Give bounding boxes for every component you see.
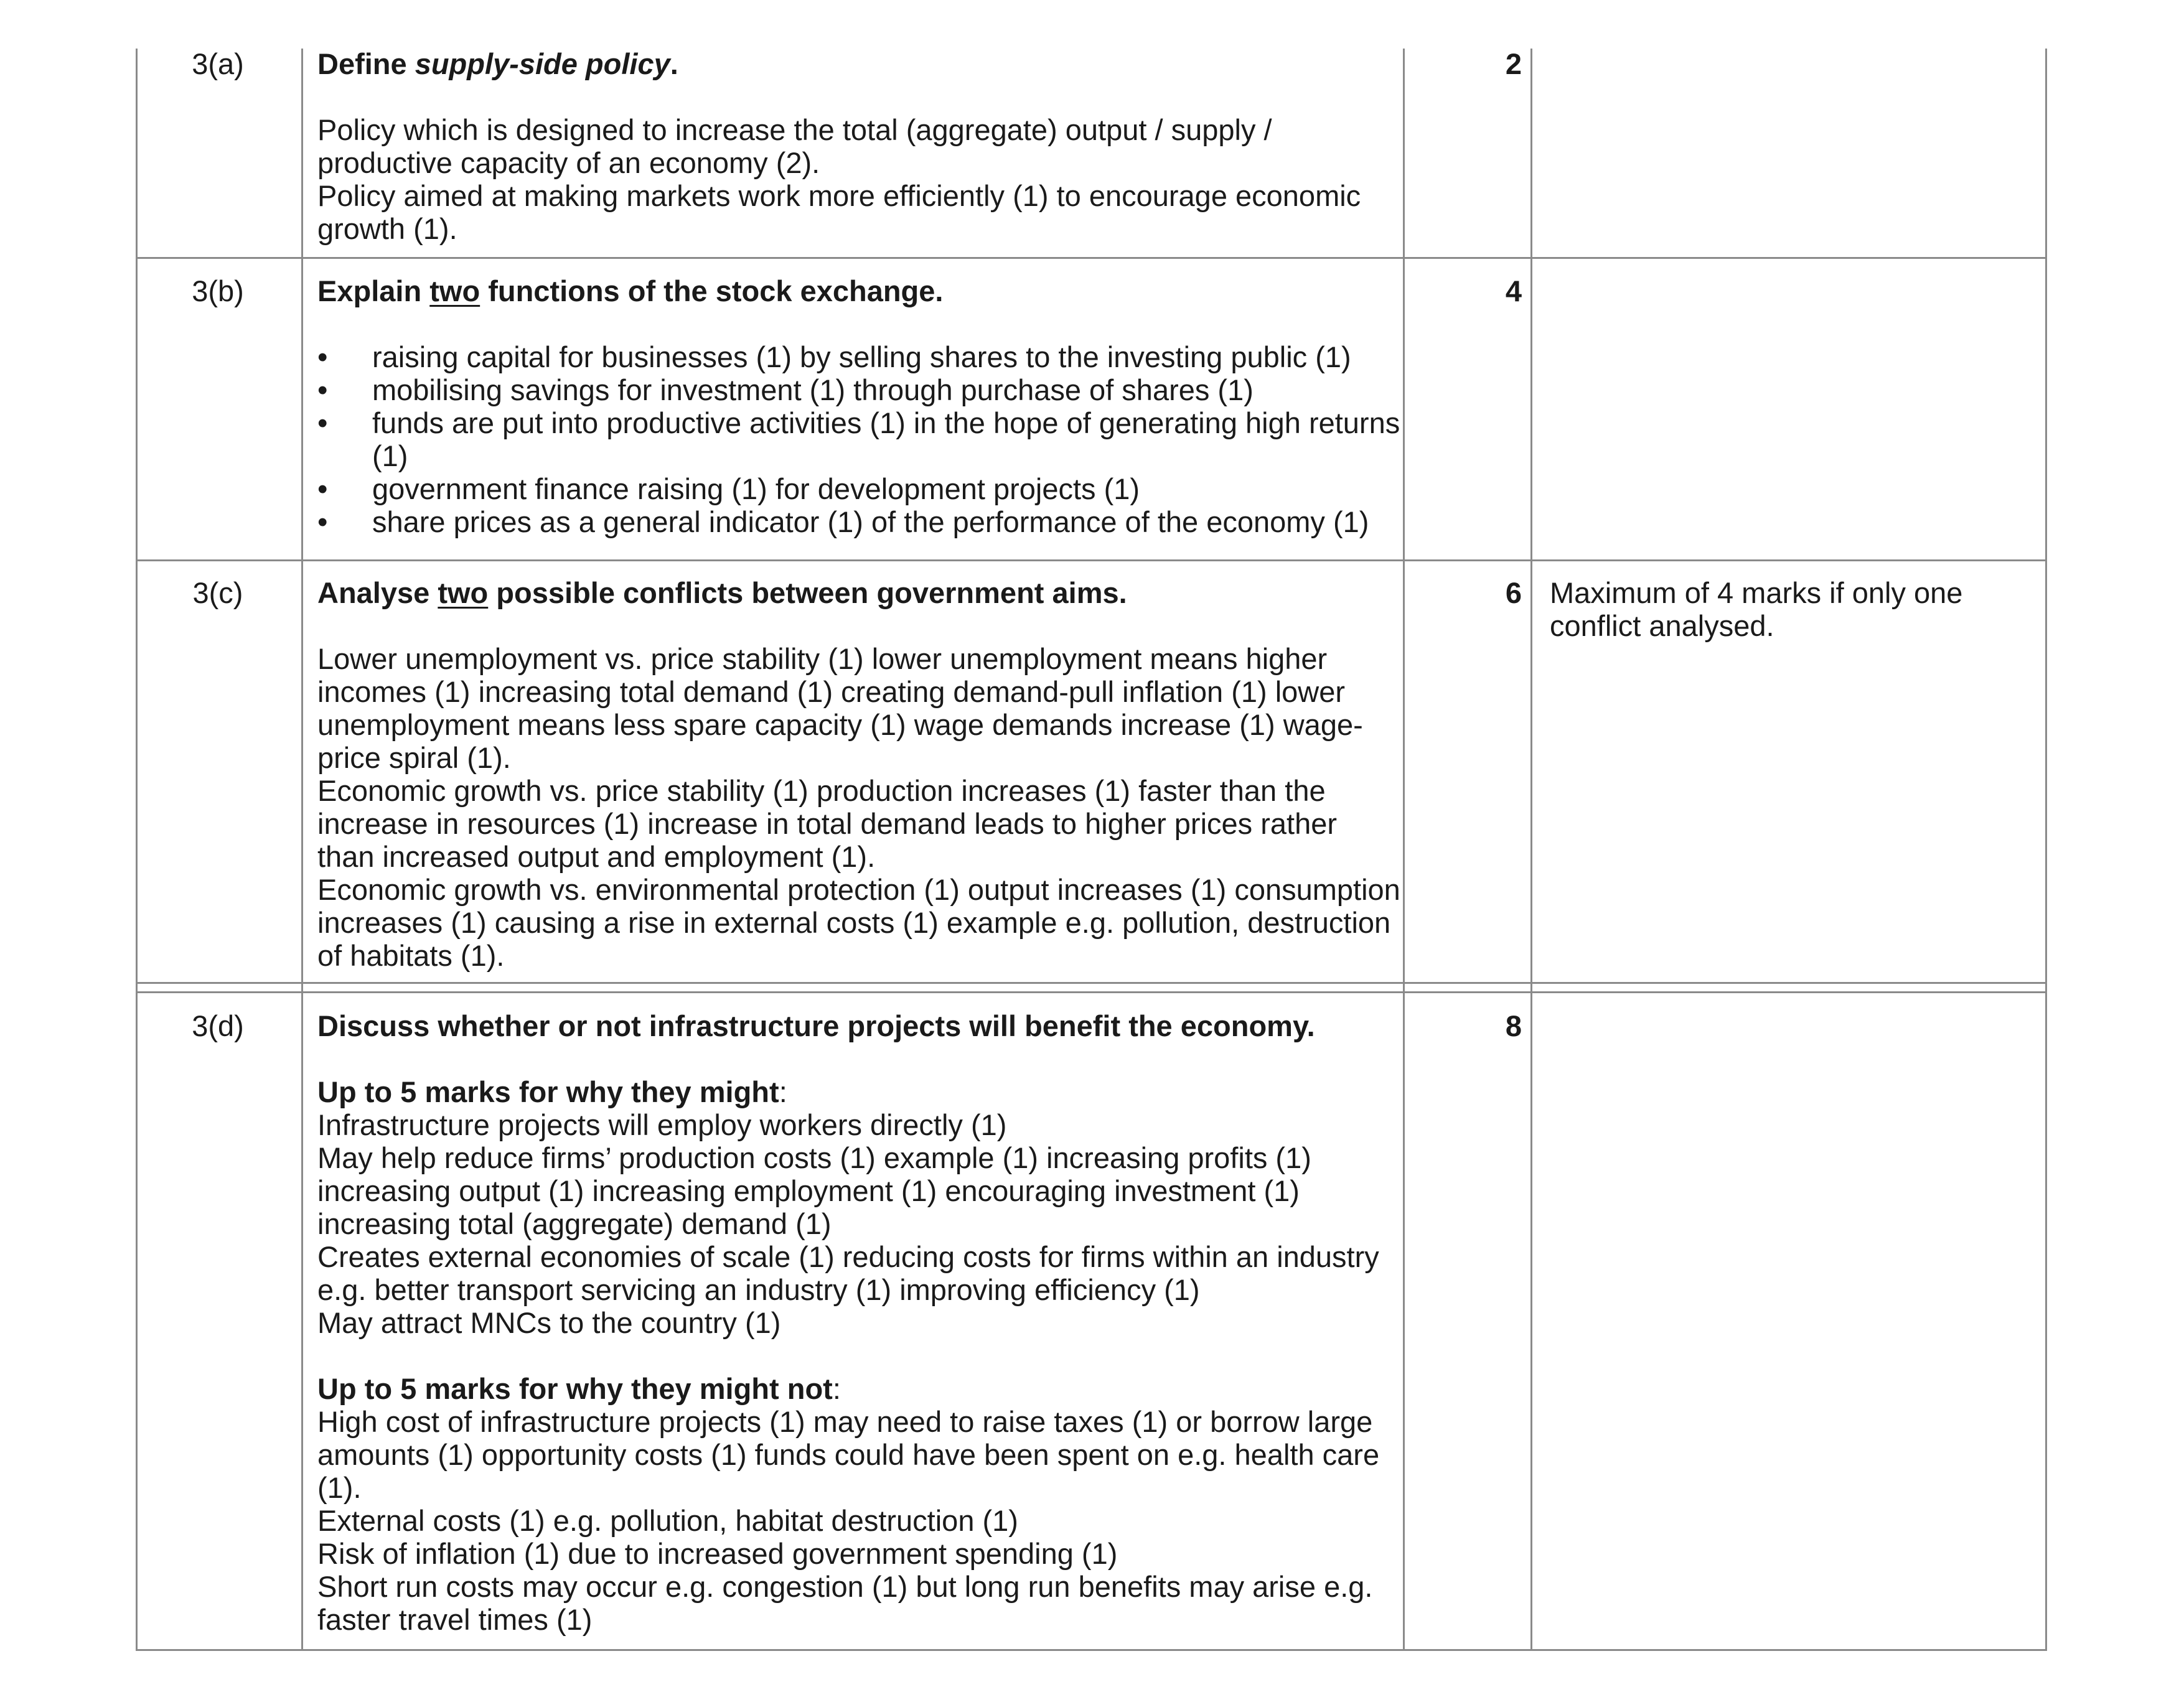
answer-line: Policy which is designed to increase the total (aggregate) output / supply / productive capacity of an economy (2). [317,113,1272,179]
table-border-right [2045,49,2047,1651]
answer-line: External costs (1) e.g. pollution, habitat destruction (1) [317,1504,1018,1537]
guidance-note: Maximum of 4 marks if only one conflict analysed. [1550,576,1963,642]
answer-line: May attract MNCs to the country (1) [317,1306,781,1339]
question-text: Define supply-side policy. [317,47,678,80]
question-text: Explain two functions of the stock exchange. [317,274,944,307]
answer-line: May help reduce firms’ production costs (1) example (1) increasing profits (1) increasing output (1) increasing employment (1) encouraging investment (1) increasing total (aggregate) demand (1) [317,1141,1311,1240]
marks-value: 8 [1505,1009,1522,1042]
list-item: • raising capital for businesses (1) by selling shares to the investing public (1) [317,340,1400,373]
marks-value: 6 [1505,576,1522,609]
list-item: • mobilising savings for investment (1) through purchase of shares (1) [317,373,1400,406]
question-text: Discuss whether or not infrastructure projects will benefit the economy. [317,1009,1315,1042]
marks-value: 4 [1505,274,1522,307]
row-divider-c-d-bottom [136,991,2047,993]
row-divider-c-d-top [136,982,2047,984]
question-row-3d [317,1009,1400,1636]
list-item: • share prices as a general indicator (1) of the performance of the economy (1) [317,505,1400,538]
question-row-3b [317,274,1400,538]
question-number: 3(d) [192,1009,244,1042]
answer-line: Economic growth vs. environmental protection (1) output increases (1) consumption increases (1) causing a rise in external costs (1) example e.g. pollution, destruction of habitats (1). [317,873,1400,972]
section-heading-might-not: Up to 5 marks for why they might not: [317,1372,841,1405]
answer-line: Risk of inflation (1) due to increased government spending (1) [317,1537,1118,1570]
answer-line: High cost of infrastructure projects (1) may need to raise taxes (1) or borrow large amounts (1) opportunity costs (1) funds could have been spent on e.g. health care (1). [317,1405,1380,1504]
question-row-3a [317,47,1400,245]
table-border-bottom [136,1649,2047,1651]
answer-bullet-list [317,340,1400,538]
marks-value: 2 [1505,47,1522,80]
question-row-3c [317,576,1400,972]
answer-line: Creates external economies of scale (1) reducing costs for firms within an industry e.g. better transport servicing an industry (1) improving efficiency (1) [317,1240,1379,1306]
list-item: • government finance raising (1) for development projects (1) [317,472,1400,505]
question-number: 3(a) [192,47,244,80]
row-divider-a-b [136,257,2047,259]
column-divider-question [301,49,303,1651]
question-number: 3(c) [192,576,243,609]
section-heading-might: Up to 5 marks for why they might: [317,1075,787,1108]
answer-line: Infrastructure projects will employ workers directly (1) [317,1108,1007,1141]
row-divider-b-c [136,559,2047,561]
answer-line: Lower unemployment vs. price stability (1) lower unemployment means higher incomes (1) increasing total demand (1) creating demand-pull inflation (1) lower unemployment means less spare capacity (1) wage demands increase (1) wage-price spiral (1). [317,642,1363,774]
list-item: • funds are put into productive activities (1) in the hope of generating high returns (1) [317,406,1400,472]
column-divider-marks [1403,49,1405,1651]
column-divider-guidance [1530,49,1532,1651]
question-number: 3(b) [192,274,244,307]
answer-line: Policy aimed at making markets work more efficiently (1) to encourage economic growth (1). [317,179,1361,245]
answer-line: Economic growth vs. price stability (1) production increases (1) faster than the increase in resources (1) increase in total demand leads to higher prices rather than increased output and employment (1). [317,774,1338,873]
answer-line: Short run costs may occur e.g. congestion (1) but long run benefits may arise e.g. faster travel times (1) [317,1570,1373,1636]
question-text: Analyse two possible conflicts between government aims. [317,576,1127,609]
